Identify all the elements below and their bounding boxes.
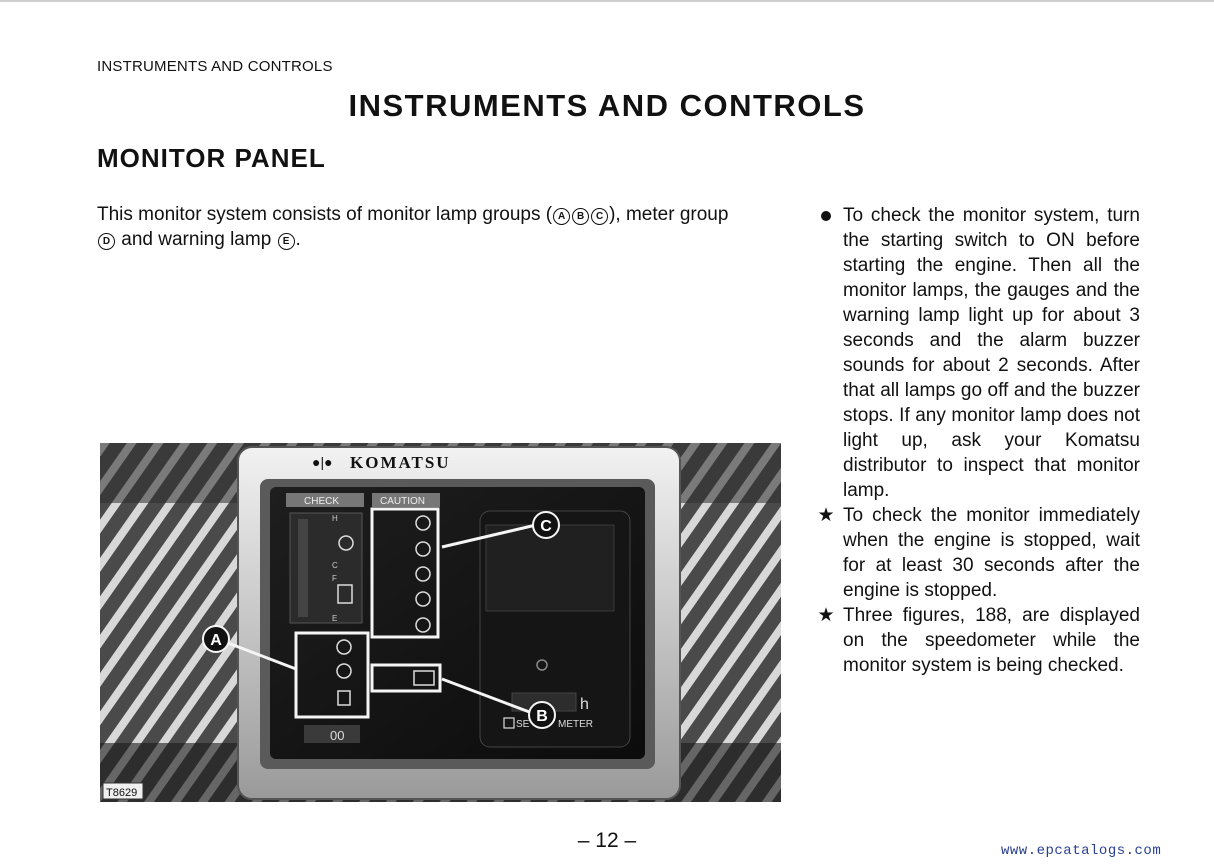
gauge-c-label: C bbox=[332, 561, 338, 570]
note-text: Three figures, 188, are displayed on the speedometer while the monitor system is being checked. bbox=[843, 605, 1140, 676]
note-item bbox=[816, 203, 1140, 503]
monitor-panel-illustration bbox=[100, 443, 781, 802]
section-title: MONITOR PANEL bbox=[97, 143, 326, 173]
gauge-h-label: H bbox=[332, 514, 338, 523]
monitor-panel-photo bbox=[100, 443, 781, 802]
note-item bbox=[816, 603, 1140, 678]
odometer-readout: 00 bbox=[330, 728, 345, 743]
note-text: To check the monitor immediately when the engine is stopped, wait for at least 30 seconds after the engine is stopped. bbox=[843, 505, 1140, 601]
circled-c-label: C bbox=[591, 208, 608, 225]
check-label: CHECK bbox=[304, 496, 340, 507]
running-header: INSTRUMENTS AND CONTROLS bbox=[97, 58, 333, 75]
callout-c-label: C bbox=[540, 518, 552, 535]
callout-b-label: B bbox=[536, 708, 548, 725]
star-icon: ★ bbox=[817, 605, 835, 626]
bullet-dot-icon bbox=[816, 203, 836, 228]
brand-label: KOMATSU bbox=[350, 453, 451, 472]
note-text: To check the monitor system, turn the starting switch to ON before starting the engine. Then all the monitor lamps, the gauges and the warning lamp light up for about 3 seconds and the alarm buzzer sounds for about 2 seconds. After that all lamps go off and the buzzer stops. If any monitor lamp does not light up, ask your Komatsu distributor to inspect that monitor lamp. bbox=[843, 205, 1140, 501]
meter-prefix-label: SE bbox=[516, 719, 530, 730]
notes-column bbox=[816, 203, 1140, 678]
circled-b-label: B bbox=[572, 208, 589, 225]
page-number: – 12 – bbox=[577, 829, 637, 852]
intro-text-1: This monitor system consists of monitor lamp groups ( bbox=[97, 204, 553, 225]
circled-a-label: A bbox=[553, 208, 570, 225]
page-title: INSTRUMENTS AND CONTROLS bbox=[348, 88, 866, 123]
intro-text-4: . bbox=[295, 229, 301, 250]
hourmeter-unit-label: h bbox=[580, 696, 589, 713]
circled-d-label: D bbox=[98, 233, 115, 250]
star-icon: ★ bbox=[817, 505, 835, 526]
note-item bbox=[816, 503, 1140, 603]
caution-label: CAUTION bbox=[380, 496, 425, 507]
gauge-e-label: E bbox=[332, 614, 338, 623]
svg-text:●|●: ●|● bbox=[312, 454, 333, 470]
circled-e-label: E bbox=[278, 233, 295, 250]
photo-id-label: T8629 bbox=[106, 787, 138, 799]
gauge-f-label: F bbox=[332, 574, 337, 583]
meter-label: METER bbox=[558, 719, 593, 730]
intro-text-2: ), meter group bbox=[609, 204, 729, 225]
intro-paragraph bbox=[97, 202, 787, 252]
callout-a-label: A bbox=[210, 632, 222, 649]
watermark-link[interactable]: www.epcatalogs.com bbox=[1001, 843, 1162, 859]
page-top-rule bbox=[0, 0, 1214, 2]
intro-text-3: and warning lamp bbox=[116, 229, 277, 250]
